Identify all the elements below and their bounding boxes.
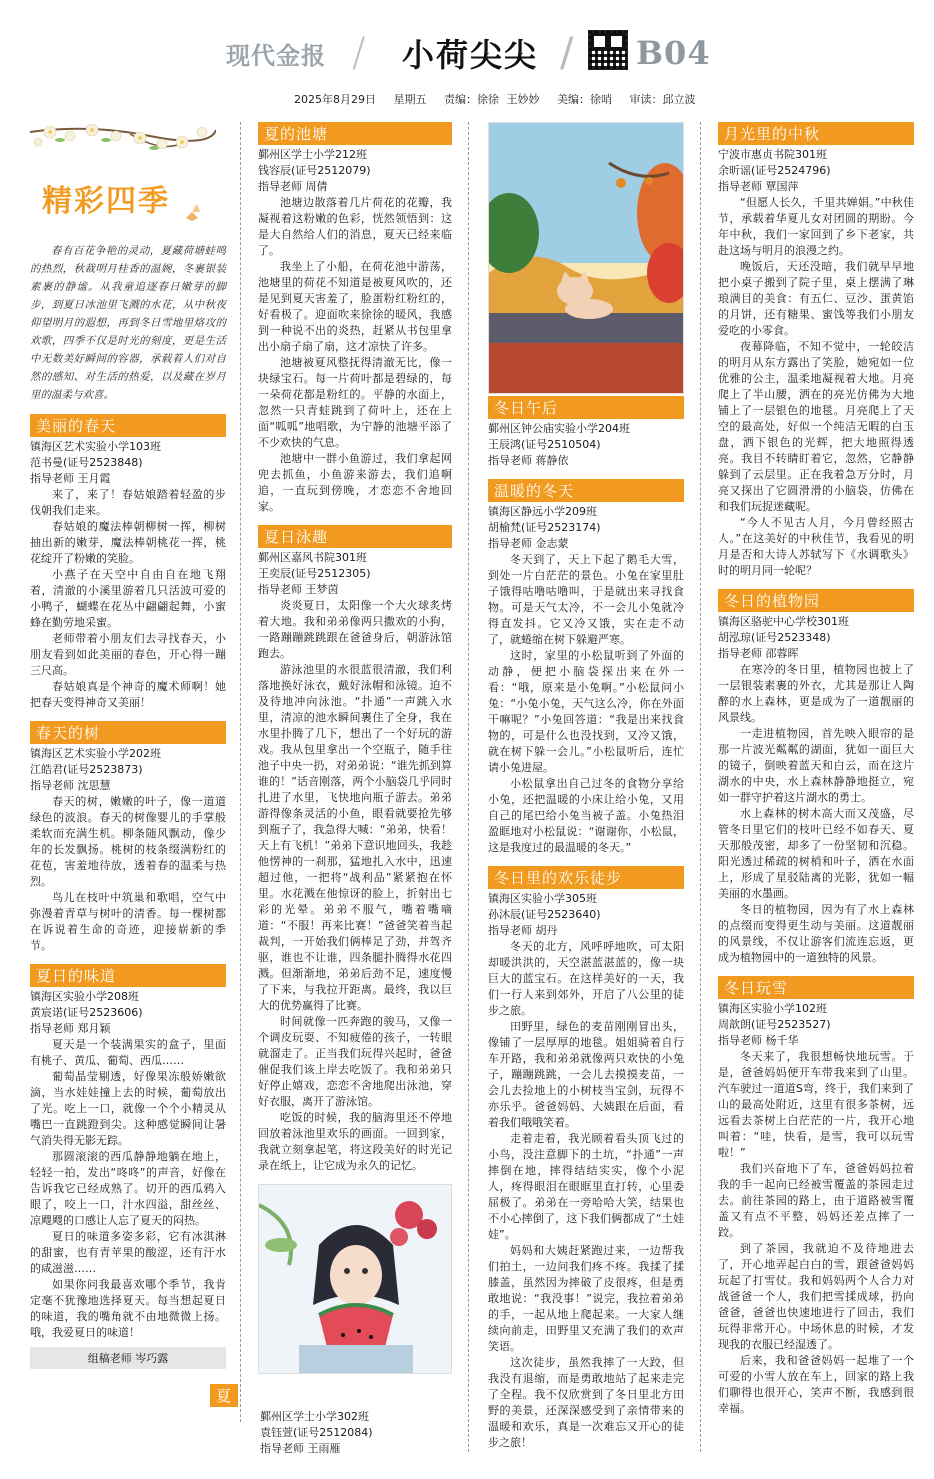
paragraph: 时间就像一匹奔跑的骏马，又像一个调皮玩耍、不知疲倦的孩子，一转眼就溜走了。正当我们玩得兴起时，爸爸催促我们该上岸去吃饭了。我和弟弟只好停止嬉戏，恋恋不舍地爬出泳池，穿好衣服，离开了游泳馆。 [258, 1015, 452, 1108]
article-author: 袁钰萱(证号2512084) [260, 1426, 373, 1439]
article-9 [718, 589, 914, 966]
paragraph: 老师带着小朋友们去寻找春天，小朋友看到如此美丽的春色，开心得一蹦三尺高。 [30, 632, 226, 677]
paragraph: 炎炎夏日，太阳像一个大火球炙烤着大地。我和弟弟像两只撒欢的小狗，一路蹦蹦跳跳跟在爸爸身后，朝游泳馆跑去。 [258, 599, 452, 660]
article-10 [718, 976, 914, 1417]
article-school: 鄞州区学士小学302班 [260, 1410, 369, 1423]
paragraph: 冬天的北方，风呼呼地吹，可太阳却暖洪洪的，天空湛蓝湛蓝的，像一块巨大的蓝宝石。在这样美好的一天，我们一行人来到郊外，开启了八公里的徒步之旅。 [488, 940, 684, 1017]
paragraph: 在寒冷的冬日里，植物园也披上了一层银装素裹的外衣，尤其是那让人陶醉的水上森林，更是成为了一道靓丽的风景线。 [718, 663, 914, 724]
article-body [258, 195, 452, 515]
article-school: 镇海区实验小学102班 [718, 1002, 827, 1015]
article-title: 月光里的中秋 [718, 122, 914, 145]
article-2 [30, 964, 226, 1369]
paragraph: 冬日的植物园，因为有了水上森林的点缀而变得更生动与美丽。这道靓丽的风景线，不仅让游客们流连忘返，更成为植物园中的一道独特的风景。 [718, 903, 914, 964]
paragraph: 田野里，绿色的麦苗刚刚冒出头，像铺了一层厚厚的地毯。姐姐骑着自行车开路，我和弟弟就像两只欢快的小兔子，蹦蹦跳跳，一会儿去摸摸麦苗，一会儿去捡地上的小树枝当宝剑，玩得不亦乐乎。爸爸妈妈、大姨跟在后面，看着我们哦哦笑着。 [488, 1020, 684, 1129]
page-number: B04 [636, 34, 711, 72]
section-title: 小荷尖尖 [402, 36, 539, 74]
article-school: 鄞州区嘉风书院301班 [258, 551, 367, 564]
paragraph: 鸟儿在枝叶中筑巢和歌唱，空气中弥漫着青草与树叶的清香。每一棵树都在诉说着生命的奇迹，迎接崭新的季节。 [30, 891, 226, 952]
paragraph: 小松鼠拿出自己过冬的食物分享给小兔，还把温暖的小床让给小兔，又用自己的尾巴给小兔当被子盖。小兔热泪盈眶地对小松鼠说：“谢谢你，小松鼠，这是我度过的最温暖的冬天。” [488, 777, 684, 854]
article-body [718, 195, 914, 579]
article-school: 宁波市惠贞书院301班 [718, 148, 827, 161]
paragraph: 夏天是一个装满果实的盒子，里面有桃子、黄瓜、葡萄、西瓜…… [30, 1038, 226, 1067]
paragraph: 这次徒步，虽然我摔了一大跤，但我没有退缩，而是勇敢地站了起来走完了全程。我不仅欣赏到了冬日里北方田野的美景，还深深感受到了亲情带来的温暖和欢乐，真是一次难忘又开心的徒步之旅！ [488, 1356, 684, 1449]
paragraph: 来了，来了！春姑娘踏着轻盈的步伐朝我们走来。 [30, 488, 226, 517]
issue-info [294, 91, 706, 107]
article-school: 镇海区静远小学209班 [488, 505, 597, 518]
article-teacher: 指导老师 沈思慧 [30, 779, 111, 792]
article-body [488, 939, 684, 1451]
paragraph: 夜幕降临，不知不觉中，一轮皎洁的明月从东方露出了笑脸，她宛如一位优雅的公主，温柔地凝视着大地。月亮爬上了半山腰，洒在的亮光仿佛为大地铺上了一层银色的地毯。月亮爬上了天空的最高处，好似一个纯洁无暇的白玉盘，洒下银色的光辉，把大地照得透亮。我目不转睛盯着它，忽然，它静静躲到了云层里。正在我着急万分时，月亮又探出了它圆滑滑的小脑袋，仿佛在和我们玩捉迷藏呢。 [718, 340, 914, 513]
paragraph: 这时，家里的小松鼠听到了外面的动静，便把小脑袋探出来在外一看：“哦，原来是小兔啊。”小松鼠问小兔：“小兔小兔，天气这么冷，你在外面干嘛呢？”小兔回答道：“我是出来找食物的，可是什么也没找到，又冷又饿，就在树下躲一会儿。”小松鼠听后，连忙请小兔进屋。 [488, 649, 684, 774]
cat-rooftop-illustration [489, 123, 684, 394]
editor-credit: 责编：徐徐 王妙妙 [444, 93, 540, 106]
article-title: 冬日午后 [488, 396, 684, 419]
article-1 [30, 721, 226, 954]
intro-text [30, 242, 226, 404]
article-11 [216, 1384, 450, 1457]
seasons-banner [30, 122, 216, 234]
column-4 [718, 122, 914, 1427]
issue-weekday: 星期五 [393, 93, 427, 106]
masthead [0, 0, 934, 120]
article-school: 镇海区骆驼中心学校301班 [718, 615, 849, 628]
article-3 [258, 122, 452, 515]
article-title: 美丽的春天 [30, 414, 226, 437]
article-body [30, 1037, 226, 1341]
article-author: 胡泓琼(证号2523348) [718, 631, 831, 644]
article-school: 镇海区实验小学208班 [30, 990, 139, 1003]
paragraph: 春姑娘真是个神奇的魔术师啊！她把春天变得神奇又美丽！ [30, 680, 226, 709]
group-editor: 组稿老师 岑巧露 [30, 1347, 226, 1369]
article-school: 鄞州区学士小学212班 [258, 148, 367, 161]
article-author: 周歆朗(证号2523527) [718, 1018, 831, 1031]
article-7 [488, 866, 684, 1451]
paragraph: 春姑娘的魔法棒朝柳树一挥，柳树抽出新的嫩芽，魔法棒朝桃花一挥，桃花绽开了粉嫩的笑脸。 [30, 520, 226, 565]
article-5 [488, 396, 684, 469]
article-school: 镇海区艺术实验小学202班 [30, 747, 161, 760]
article-school: 镇海区实验小学305班 [488, 892, 597, 905]
article-6 [488, 479, 684, 856]
paragraph: 妈妈和大姨赶紧跑过来，一边帮我们拍土，一边问我们疼不疼。我揉了揉膝盖，虽然因为摔破了皮很疼，但是勇敢地说：“我没事！”说完，我拉着弟弟的手，一起从地上爬起来。一大家人继续向前走，田野里又充满了我们的欢声笑语。 [488, 1244, 684, 1353]
article-author: 范书曼(证号2523848) [30, 456, 143, 469]
article-title: 冬日里的欢乐徒步 [488, 866, 684, 889]
article-title: 春天的树 [30, 721, 226, 744]
paragraph: 游泳池里的水很蓝很清澈，我们利落地换好泳衣，戴好泳帽和泳镜。迫不及待地冲向泳池。“扑通”一声跳入水里，清凉的池水瞬间裹住了全身，我在水里扑腾了几下，想出了一个好玩的游戏。我从包里拿出一个空瓶子，随手往池子中央一扔，对弟弟说：“谁先抓到算谁的！”话音刚落，两个小脑袋几乎同时扎进了水里，飞快地向瓶子游去。弟弟游得像条灵活的小鱼，眼看就要抢先够到瓶子了，我急得大喊：“弟弟，快看！天上有飞机！”弟弟下意识地回头，我趁他愣神的一刹那，猛地扎入水中，迅速超过他，一把将“战利品”紧紧抱在怀里。水花溅在他惊讶的脸上，折射出七彩的光晕。弟弟不服气，嘴着嘴嘀道：“不服！再来比赛！”爸爸笑着当起裁判，一开始我们俩棒足了劲，并驾齐驱，谁也不让谁，四条腿扑腾得水花四溅。但渐渐地，弟弟后劲不足，速度慢了下来，与我拉开距离。最终，我以巨大的优势赢得了比赛。 [258, 663, 452, 1012]
paragraph: 春天的树，嫩嫩的叶子，像一道道绿色的波浪。春天的树像婴儿的手掌般柔软而充满生机。柳条随风飘动，像少年的长发飘扬。桃树的枝条缀满粉红的花苞，害羞地待放，透着春的温柔与热烈。 [30, 795, 226, 888]
article-body [718, 662, 914, 966]
article-4 [258, 525, 452, 1174]
article-body [258, 598, 452, 1174]
column-divider [468, 122, 469, 1452]
article-teacher: 指导老师 王雨雁 [260, 1442, 341, 1455]
paragraph: 夏日的味道多姿多彩，它有冰淇淋的甜蜜，也有青苹果的酸涩，还有汗水的咸滋滋…… [30, 1230, 226, 1275]
paragraph: 冬天到了，天上下起了鹅毛大雪，到处一片白茫茫的景色。小兔在家里肚子饿得咕噜咕噜叫，于是就出来寻找食物。可是天气太冷，不一会儿小兔就冷得直发抖。它又冷又饿，实在走不动了，就蜷缩在树下躲避严寒。 [488, 553, 684, 646]
column-3 [488, 122, 684, 1461]
column-2 [258, 122, 452, 1374]
paragraph: 后来，我和爸爸妈妈一起堆了一个可爱的小雪人放在车上，回家的路上我们聊得也很开心，笑声不断，我感到很幸福。 [718, 1354, 914, 1415]
article-teacher: 指导老师 邵蓉晖 [718, 647, 799, 660]
article-title: 夏日泳趣 [258, 525, 452, 548]
article-teacher: 指导老师 金志蒙 [488, 537, 569, 550]
article-0 [30, 414, 226, 711]
article-author: 孙沐辰(证号2523640) [488, 908, 601, 921]
paper-name: 现代金报 [226, 41, 326, 70]
masthead-divider: / [560, 30, 574, 76]
article-body [30, 487, 226, 711]
column-divider [700, 122, 701, 1452]
article-author: 黄宸诺(证号2523606) [30, 1006, 143, 1019]
designer-credit: 美编：徐哨 [557, 93, 612, 106]
article-teacher: 指导老师 郑月颖 [30, 1022, 111, 1035]
article-author: 江皓君(证号2523873) [30, 763, 143, 776]
paragraph: 吃饭的时候，我的脑海里还不停地回放着泳池里欢乐的画面。一回到家，我就立刻拿起笔，将这段美好的时光记录在纸上，让它成为永久的记忆。 [258, 1111, 452, 1172]
paragraph: 走着走着，我光顾着看头顶飞过的小鸟，没注意脚下的土坑，“扑通”一声摔倒在地，摔得结结实实，像个小泥人，疼得眼泪在眼眶里直打转，心里委屈极了。弟弟在一旁哈哈大笑，结果也不小心摔倒了，这下我们俩都成了“土娃娃”。 [488, 1132, 684, 1241]
painting-winter-cat [488, 122, 684, 394]
paragraph: 我坐上了小船，在荷花池中游荡，池塘里的荷花不知道是被夏风吹的，还是见到夏天害羞了，脸蛋粉红粉红的，好看极了。迎面吹来徐徐的暖风，我感到一种说不出的炎热，赶紧从书包里拿出小扇子扇了扇，这才凉快了许多。 [258, 260, 452, 353]
article-teacher: 指导老师 蒋静依 [488, 454, 569, 467]
painting-summer-girl [258, 1184, 452, 1374]
article-title: 夏的池塘 [258, 122, 452, 145]
column-1 [30, 122, 226, 1379]
article-teacher: 指导老师 王梦茵 [258, 583, 339, 596]
reviewer-credit: 审读：邱立波 [629, 93, 696, 106]
intro-paragraph: 春有百花争艳的灵动，夏藏荷塘蛙鸣的热烈，秋裁明月桂香的温婉，冬裹银装素裹的静谧。从我童追逐春日嫩芽的脚步，到夏日冰池里飞溅的水花，从中秋夜仰望明月的遐想，再到冬日雪地里烙攻的欢歌，四季不仅是时光的刻度，更是生活中无数美好瞬间的容器，承载着人们对自然的感知、对生活的热爱，以及藏在岁月里的温柔与欢喜。 [30, 245, 226, 401]
paragraph: 池塘边散落着几片荷花的花瓣，我凝视着这粉嫩的色彩，恍然领悟到：这是大自然给人们的消息，夏天已经来临了。 [258, 196, 452, 257]
issue-date: 2025年8月29日 [294, 93, 376, 106]
article-title: 温暖的冬天 [488, 479, 684, 502]
article-school: 镇海区艺术实验小学103班 [30, 440, 161, 453]
paragraph: 池塘中一群小鱼游过，我们拿起网兜去抓鱼，小鱼游来游去，我们追啊追，一直玩到傍晚，才恋恋不舍地回家。 [258, 452, 452, 513]
masthead-divider: / [352, 30, 366, 76]
article-author: 胡榆梵(证号2523174) [488, 521, 601, 534]
article-school: 鄞州区钟公庙实验小学204班 [488, 422, 630, 435]
paragraph: 冬天来了，我很想畅快地玩雪。于是，爸爸妈妈便开车带我来到了山里。汽车驶过一道道S弯，终于，我们来到了山的最高处附近，这里有很多茶树，远远看去茶树上白茫茫的一片，我开心地叫着：“哇，快看，是雪，我可以玩雪啦！” [718, 1050, 914, 1159]
article-body [718, 1049, 914, 1417]
article-teacher: 指导老师 周倩 [258, 180, 328, 193]
qr-code-icon[interactable] [588, 30, 628, 70]
article-body [30, 794, 226, 954]
paragraph: 小燕子在天空中自由自在地飞翔着，清澈的小溪里游着几只活波可爱的小鸭子，蝴蝶在花丛中翩翩起舞，小蜜蜂在勤劳地采蜜。 [30, 568, 226, 629]
article-title: 夏日的味道 [30, 964, 226, 987]
article-title: 夏 [210, 1384, 238, 1407]
article-teacher: 指导老师 王月霞 [30, 472, 111, 485]
paragraph: 到了茶园，我就迫不及待地进去了，开心地弄起白白的雪，跟爸爸妈妈玩起了打雪仗。我和妈妈两个人合力对战爸爸一个人，我们把雪揉成球，扔向爸爸，爸爸也快速地进行了回击，我们玩得非常开心。中场休息的时候，才发现我的衣服已经湿透了。 [718, 1242, 914, 1351]
column-divider [240, 122, 241, 1422]
girl-watermelon-illustration [259, 1185, 452, 1374]
article-8 [718, 122, 914, 579]
paragraph: 一走进植物园，首先映入眼帘的是那一片波光粼粼的湖面，犹如一面巨大的镜子，倒映着蓝天和白云，而在这片湖水的中央，水上森林静静地挺立，宛如一群守护着这片湖水的勇士。 [718, 727, 914, 804]
article-teacher: 指导老师 胡丹 [488, 924, 558, 937]
paragraph: 那圆滚滚的西瓜静静地躺在地上，轻轻一拍，发出“咚咚”的声音，好像在告诉我它已经成熟了。切开的西瓜鸦入眼了，咬上一口，汁水四溢，甜丝丝、凉飕飕的口感让人忘了夏天的闷热。 [30, 1150, 226, 1227]
article-body [488, 552, 684, 856]
paragraph: 晚饭后，天还没暗，我们就早早地把小桌子搬到了院子里，桌上摆满了琳琅满目的美食：有五仁、豆沙、蛋黄馅的月饼，还有糖果、蜜饯等我们小朋友爱吃的小零食。 [718, 260, 914, 337]
article-author: 余昕谣(证号2524796) [718, 164, 831, 177]
paragraph: 我们兴奋地下了车，爸爸妈妈拉着我的手一起向已经被雪覆盖的茶园走过去。前往茶园的路上，由于道路被雪覆盖又有点不平整，妈妈还差点摔了一跤。 [718, 1162, 914, 1239]
article-author: 王辰鸿(证号2510504) [488, 438, 601, 451]
article-teacher: 指导老师 杨千华 [718, 1034, 799, 1047]
banner-title: 精彩四季 [42, 184, 170, 219]
article-author: 钱容辰(证号2512079) [258, 164, 371, 177]
paragraph: 水上森林的树木高大而又茂盛，尽管冬日里它们的枝叶已经不如春天、夏天那般茂密，却多了一份坚韧和沉稳。阳光透过稀疏的树梢和叶子，洒在水面上，形成了星驳陆离的光影，犹如一幅美丽的水墨画。 [718, 807, 914, 900]
paragraph: “今人不见古人月，今月曾经照古人。”在这美好的中秋佳节，我看见的明月是否和大诗人苏轼写下《水调歌头》时的明月同一轮呢？ [718, 516, 914, 577]
paragraph: “但愿人长久，千里共婵娟。”中秋佳节，承载着华夏儿女对团圆的期盼。今年中秋，我们一家回到了乡下老家，共赴这场与明月的浪漫之约。 [718, 196, 914, 257]
paragraph: 如果你问我最喜欢哪个季节，我肯定毫不犹豫地选择夏天。每当想起夏日的味道，我的嘴角就不由地微微上扬。哦，我爱夏日的味道！ [30, 1278, 226, 1339]
article-title: 冬日的植物园 [718, 589, 914, 612]
article-title: 冬日玩雪 [718, 976, 914, 999]
paragraph: 葡萄晶莹剔透，好像果冻般娇嫩欲滴，当水娃娃撞上去的时候，葡萄放出了光。吃上一口，就像一个个小精灵从嘴巴一直跳蹬到尖。这种感觉瞬间让暑气消失得无影无踪。 [30, 1070, 226, 1147]
paragraph: 池塘被夏风整抚得清澈无比，像一块绿宝石。每一片荷叶都是碧绿的，每一朵荷花都是粉红的。平静的水面上，忽然一只青蛙跳到了荷叶上，还在上面“呱呱”地唱歌，为宁静的池塘平添了不少欢快的气息。 [258, 356, 452, 449]
article-teacher: 指导老师 覃国萍 [718, 180, 799, 193]
article-author: 王奕辰(证号2512305) [258, 567, 371, 580]
